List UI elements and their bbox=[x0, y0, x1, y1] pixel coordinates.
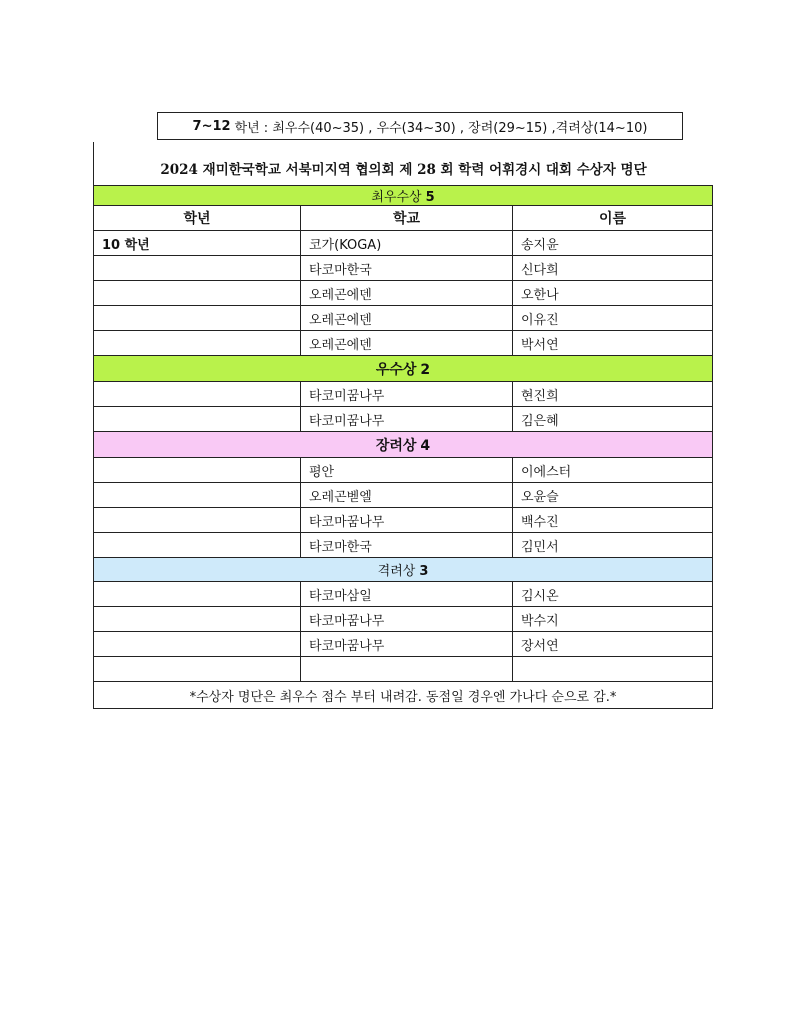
grade-cell bbox=[94, 657, 301, 682]
name-cell: 오윤슬 bbox=[513, 483, 713, 508]
section-header-top-award bbox=[94, 186, 713, 206]
grade-cell bbox=[94, 483, 301, 508]
grade-cell bbox=[94, 632, 301, 657]
name-cell bbox=[513, 657, 713, 682]
table-row bbox=[94, 306, 713, 331]
table-row bbox=[94, 256, 713, 281]
table-row-empty bbox=[94, 657, 713, 682]
table-row bbox=[94, 582, 713, 607]
section-header-encouragement-award bbox=[94, 432, 713, 458]
footnote: *수상자 명단은 최우수 점수 부터 내려감. 동점일 경우엔 가나다 순으로 감.* bbox=[94, 682, 713, 709]
section-header-excellence-award bbox=[94, 356, 713, 382]
table-row bbox=[94, 382, 713, 407]
section-count: 3 bbox=[419, 564, 429, 579]
criteria-grade-range: 7~12 bbox=[192, 118, 231, 134]
section-header-cheer-award bbox=[94, 558, 713, 582]
section-count: 4 bbox=[420, 437, 431, 454]
grade-cell bbox=[94, 458, 301, 483]
section-count: 2 bbox=[420, 361, 431, 378]
grade-cell bbox=[94, 407, 301, 432]
name-cell: 신다희 bbox=[513, 256, 713, 281]
name-cell: 박서연 bbox=[513, 331, 713, 356]
table-row bbox=[94, 458, 713, 483]
school-cell: 오레곤에덴 bbox=[301, 331, 513, 356]
section-label: 장려상 bbox=[375, 437, 417, 454]
grade-cell bbox=[94, 508, 301, 533]
table-row bbox=[94, 632, 713, 657]
grade-cell: 10 학년 bbox=[94, 231, 301, 256]
school-cell: 타코마한국 bbox=[301, 256, 513, 281]
school-cell: 평안 bbox=[301, 458, 513, 483]
table-row bbox=[94, 508, 713, 533]
school-cell: 타코마꿈나무 bbox=[301, 632, 513, 657]
school-cell: 타코마꿈나무 bbox=[301, 508, 513, 533]
school-cell: 오레곤에덴 bbox=[301, 306, 513, 331]
grade-cell bbox=[94, 607, 301, 632]
grade-cell bbox=[94, 533, 301, 558]
column-header-name: 이름 bbox=[513, 206, 713, 231]
school-cell: 타코미꿈나무 bbox=[301, 382, 513, 407]
name-cell: 현진희 bbox=[513, 382, 713, 407]
school-cell: 타코마한국 bbox=[301, 533, 513, 558]
section-count: 5 bbox=[425, 190, 435, 205]
name-cell: 장서연 bbox=[513, 632, 713, 657]
school-cell: 코가(KOGA) bbox=[301, 231, 513, 256]
table-row bbox=[94, 331, 713, 356]
column-header-grade: 학년 bbox=[94, 206, 301, 231]
score-criteria-box bbox=[157, 112, 683, 140]
table-row bbox=[94, 281, 713, 306]
name-cell: 이에스터 bbox=[513, 458, 713, 483]
grade-cell bbox=[94, 306, 301, 331]
section-label: 격려상 bbox=[377, 564, 416, 579]
name-cell: 오한나 bbox=[513, 281, 713, 306]
page-title: 2024 재미한국학교 서북미지역 협의회 제 28 회 학력 어휘경시 대회 수상자 명단 bbox=[160, 162, 647, 178]
table-row bbox=[94, 407, 713, 432]
school-cell: 오레곤에덴 bbox=[301, 281, 513, 306]
school-cell: 타코미꿈나무 bbox=[301, 407, 513, 432]
table-row bbox=[94, 607, 713, 632]
grade-cell bbox=[94, 281, 301, 306]
table-row bbox=[94, 533, 713, 558]
school-cell bbox=[301, 657, 513, 682]
grade-cell bbox=[94, 256, 301, 281]
criteria-text: 학년 : 최우수(40~35) , 우수(34~30) , 장려(29~15) ,격려상(14~10) bbox=[234, 120, 648, 136]
table-row bbox=[94, 483, 713, 508]
table-header-row bbox=[94, 206, 713, 231]
footnote-row bbox=[94, 682, 713, 709]
name-cell: 이유진 bbox=[513, 306, 713, 331]
section-label: 최우수상 bbox=[371, 190, 422, 205]
column-header-school: 학교 bbox=[301, 206, 513, 231]
grade-cell bbox=[94, 582, 301, 607]
name-cell: 김시온 bbox=[513, 582, 713, 607]
school-cell: 타코마삼일 bbox=[301, 582, 513, 607]
awards-table bbox=[93, 185, 713, 709]
name-cell: 김민서 bbox=[513, 533, 713, 558]
section-label: 우수상 bbox=[375, 361, 417, 378]
left-divider bbox=[93, 142, 94, 186]
name-cell: 백수진 bbox=[513, 508, 713, 533]
name-cell: 박수지 bbox=[513, 607, 713, 632]
grade-cell bbox=[94, 382, 301, 407]
school-cell: 타코마꿈나무 bbox=[301, 607, 513, 632]
school-cell: 오레곤벧엘 bbox=[301, 483, 513, 508]
name-cell: 송지윤 bbox=[513, 231, 713, 256]
name-cell: 김은혜 bbox=[513, 407, 713, 432]
table-row bbox=[94, 231, 713, 256]
grade-cell bbox=[94, 331, 301, 356]
